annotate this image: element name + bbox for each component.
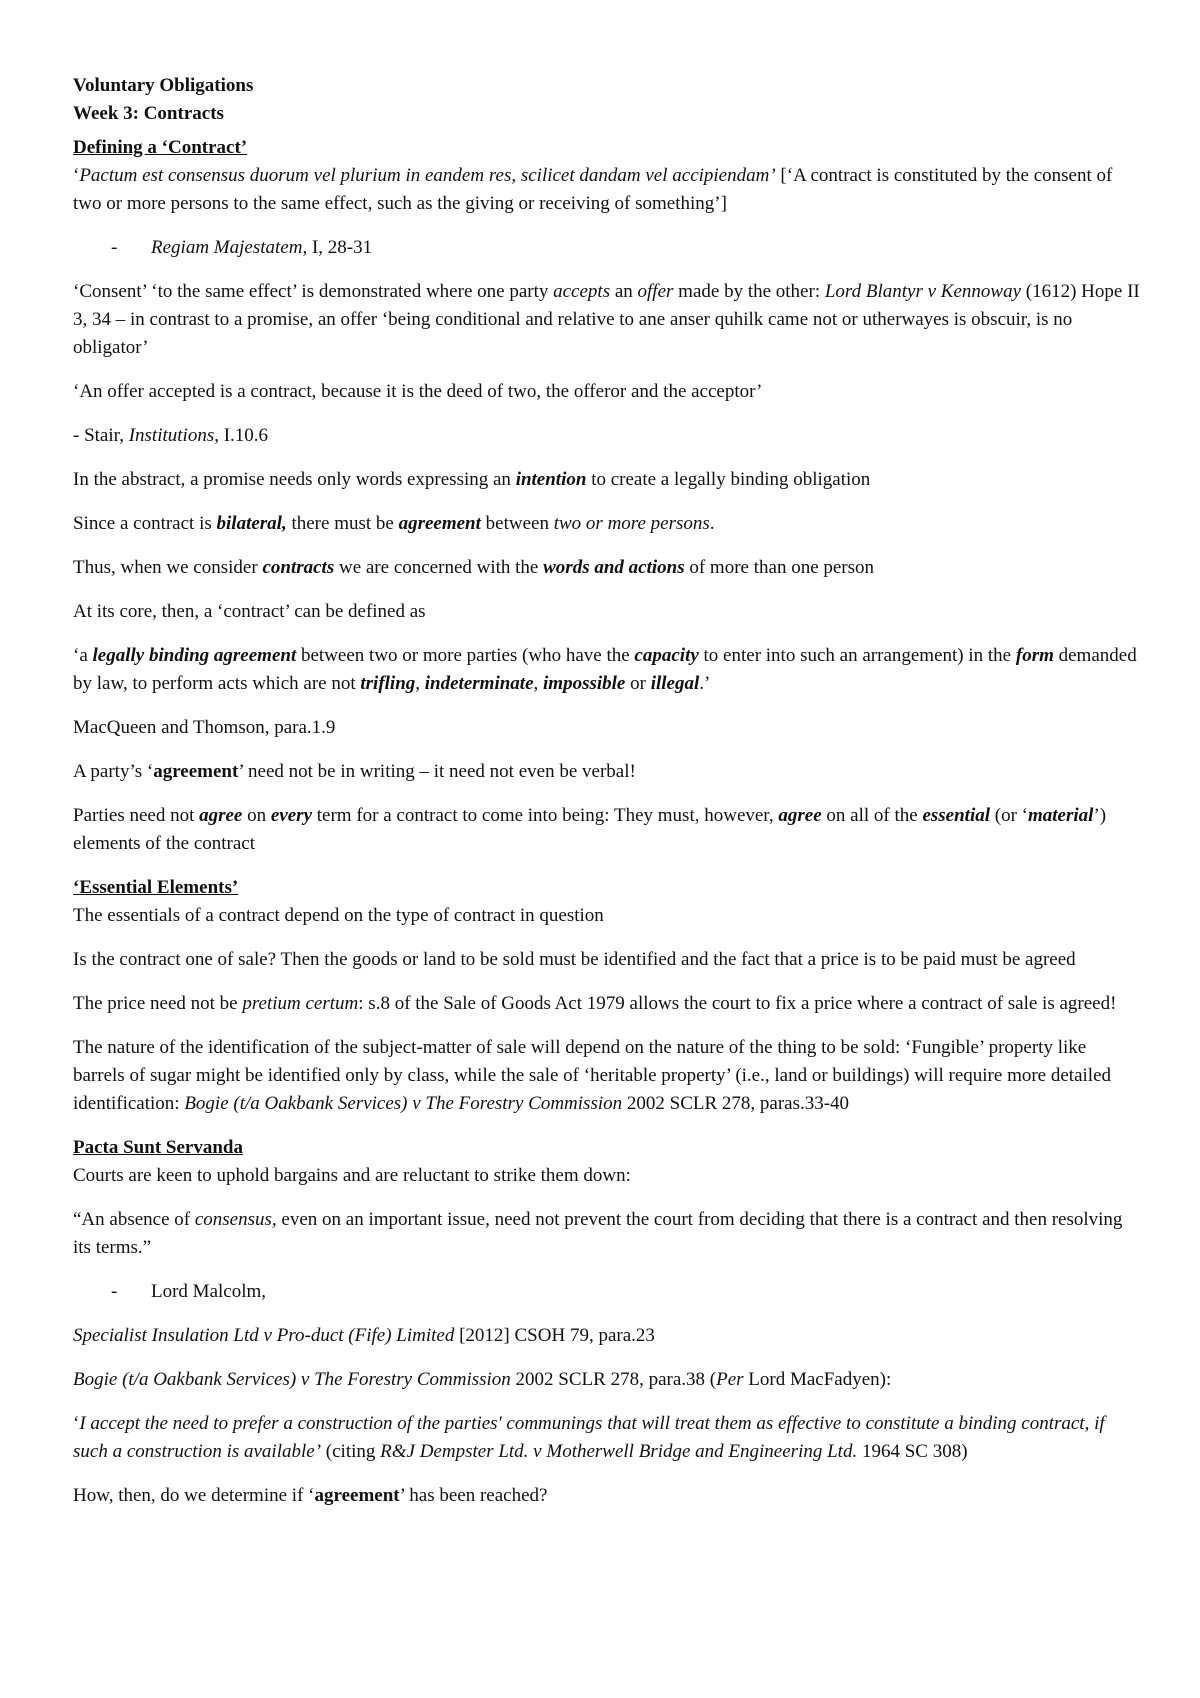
emphasis-offer: offer	[637, 281, 674, 302]
emphasis-illegal: illegal	[650, 673, 700, 694]
emphasis-persons: two or more persons	[553, 513, 710, 534]
text: Thus, when we consider	[73, 557, 263, 578]
case-name-bogie: Bogie (t/a Oakbank Services) v The Forestry Commission	[73, 1369, 511, 1390]
essential-intro: The essentials of a contract depend on the type of contract in question	[73, 905, 604, 926]
malcolm-attribution	[73, 1278, 1140, 1306]
text: Since a contract is	[73, 513, 217, 534]
emphasis-bilateral: bilateral,	[216, 513, 287, 534]
text: Parties need not	[73, 805, 200, 826]
text: between two or more parties (who have the	[296, 645, 635, 666]
emphasis-capacity: capacity	[634, 645, 699, 666]
text: A party’s ‘	[73, 761, 154, 782]
document-subtitle: Week 3: Contracts	[73, 103, 224, 124]
sale-paragraph: Is the contract one of sale? Then the goods or land to be sold must be identified and the fact that a price is to be paid must be agreed	[73, 949, 1076, 970]
emphasis-agree: agree	[199, 805, 243, 826]
stair-citation	[73, 422, 1140, 450]
emphasis-agreement: agreement	[314, 1485, 400, 1506]
emphasis-legally-binding: legally binding agreement	[92, 645, 297, 666]
text: .’	[699, 673, 711, 694]
text: on all of the	[821, 805, 923, 826]
text: (1612) Hope II 3, 34 – in contrast to a promise, an offer ‘being conditional and relative to ane anser quhilk came not or utherwayes is obscuir, is no obligator’	[73, 281, 1140, 358]
text: 1964 SC 308)	[857, 1441, 968, 1462]
text: or	[625, 673, 651, 694]
document-title: Voluntary Obligations	[73, 75, 254, 96]
quote-open: ‘	[73, 165, 80, 186]
dash-bullet: -	[111, 237, 118, 258]
text: ‘a	[73, 645, 93, 666]
text: on	[242, 805, 271, 826]
specialist-citation	[73, 1322, 1140, 1350]
final-question	[73, 1482, 1140, 1510]
emphasis-material: material	[1027, 805, 1094, 826]
core-paragraph: At its core, then, a ‘contract’ can be defined as	[73, 601, 426, 622]
text: of more than one person	[684, 557, 875, 578]
text: between	[480, 513, 554, 534]
emphasis-intention: intention	[515, 469, 587, 490]
latin-translation: [‘A contract is constituted by the consent of two or more persons to the same effect, such as the giving or receiving of something’]	[73, 165, 1113, 214]
regiam-citation	[73, 234, 1140, 262]
offer-quote-paragraph: ‘An offer accepted is a contract, because it is the deed of two, the offeror and the acceptor’	[73, 381, 763, 402]
text: ’ has been reached?	[399, 1485, 548, 1506]
text: (citing	[321, 1441, 381, 1462]
emphasis-contracts: contracts	[262, 557, 335, 578]
emphasis-agreement: agreement	[153, 761, 239, 782]
emphasis-words-actions: words and actions	[543, 557, 685, 578]
section-heading-defining: Defining a ‘Contract’	[73, 137, 248, 158]
accept-quote-paragraph	[73, 1410, 1140, 1466]
every-term-paragraph	[73, 802, 1140, 858]
text: “An absence of	[73, 1209, 195, 1230]
emphasis-accepts: accepts	[553, 281, 611, 302]
emphasis-per: Per	[716, 1369, 744, 1390]
emphasis-every: every	[270, 805, 313, 826]
text: [2012] CSOH 79, para.23	[454, 1325, 655, 1346]
consent-paragraph	[73, 278, 1140, 362]
thus-paragraph	[73, 554, 1140, 582]
section-heading-pacta: Pacta Sunt Servanda	[73, 1137, 243, 1158]
text: to create a legally binding obligation	[586, 469, 871, 490]
case-name-bogie: Bogie (t/a Oakbank Services) v The Forestry Commission	[184, 1093, 623, 1114]
section-heading-essential: ‘Essential Elements’	[73, 877, 239, 898]
text: ,	[533, 673, 544, 694]
emphasis-essential: essential	[922, 805, 990, 826]
bilateral-paragraph	[73, 510, 1140, 538]
price-paragraph	[73, 990, 1140, 1018]
text: term for a contract to come into being: They must, however,	[312, 805, 779, 826]
text: , I.10.6	[214, 425, 269, 446]
party-agreement-paragraph	[73, 758, 1140, 786]
text: How, then, do we determine if ‘	[73, 1485, 315, 1506]
text: ’ need not be in writing – it need not even be verbal!	[238, 761, 636, 782]
text: there must be	[286, 513, 399, 534]
text: In the abstract, a promise needs only words expressing an	[73, 469, 516, 490]
nature-paragraph	[73, 1034, 1140, 1118]
definition-paragraph	[73, 642, 1140, 698]
promise-paragraph	[73, 466, 1140, 494]
text: : s.8 of the Sale of Goods Act 1979 allows the court to fix a price where a contract of sale is agreed!	[358, 993, 1117, 1014]
dash-bullet: -	[111, 1281, 118, 1302]
text: (or ‘	[990, 805, 1028, 826]
macqueen-citation: MacQueen and Thomson, para.1.9	[73, 717, 336, 738]
text: .	[709, 513, 715, 534]
text: we are concerned with the	[334, 557, 544, 578]
text: ‘Consent’ ‘to the same effect’ is demonstrated where one party	[73, 281, 554, 302]
macfadyen-quote: I accept the need to prefer a construction of the parties' communings that will treat them as effective to constitute a binding contract, if such a construction is available’	[73, 1413, 1105, 1462]
text: ‘	[73, 1413, 80, 1434]
emphasis-agree: agree	[778, 805, 822, 826]
text: demanded by law, to perform acts which are not	[73, 645, 1137, 694]
pacta-intro: Courts are keen to uphold bargains and are reluctant to strike them down:	[73, 1165, 631, 1186]
emphasis-pretium-certum: pretium certum	[242, 993, 359, 1014]
regiam-title: Regiam Majestatem	[151, 237, 303, 258]
regiam-ref: , I, 28-31	[302, 237, 373, 258]
text: - Stair,	[73, 425, 129, 446]
text: even on an important issue, need not prevent the court from deciding that there is a contract and then resolving its terms.”	[73, 1209, 1123, 1258]
stair-title: Institutions	[128, 425, 215, 446]
emphasis-form: form	[1015, 645, 1054, 666]
emphasis-agreement: agreement	[398, 513, 481, 534]
emphasis-consensus: consensus,	[194, 1209, 277, 1230]
latin-definition-paragraph	[73, 162, 1140, 218]
latin-quote: Pactum est consensus duorum vel plurium in eandem res, scilicet dandam vel accipiendam’	[79, 165, 776, 186]
text: to enter into such an arrangement) in the	[698, 645, 1016, 666]
text: ,	[415, 673, 425, 694]
malcolm-quote	[73, 1206, 1140, 1262]
text: ’) elements of the contract	[73, 805, 1107, 854]
text: The nature of the identification of the subject-matter of sale will depend on the nature of the thing to be sold: ‘Fungible’ property like barrels of sugar might be identified only by class, while the sale of ‘heritable property’ (i.e., land or buildings) will require more detailed identification:	[73, 1037, 1111, 1114]
case-name-dempster: R&J Dempster Ltd. v Motherwell Bridge and Engineering Ltd.	[380, 1441, 858, 1462]
text: Lord MacFadyen):	[743, 1369, 892, 1390]
case-name-specialist: Specialist Insulation Ltd v Pro-duct (Fife) Limited	[73, 1325, 455, 1346]
text: 2002 SCLR 278, paras.33-40	[622, 1093, 850, 1114]
case-name-blantyr: Lord Blantyr v Kennoway	[824, 281, 1022, 302]
text: an	[610, 281, 638, 302]
malcolm-name: Lord Malcolm,	[151, 1281, 267, 1302]
emphasis-indeterminate: indeterminate	[424, 673, 534, 694]
emphasis-trifling: trifling	[360, 673, 416, 694]
text: made by the other:	[673, 281, 825, 302]
text: 2002 SCLR 278, para.38 (	[510, 1369, 717, 1390]
emphasis-impossible: impossible	[543, 673, 626, 694]
text: The price need not be	[73, 993, 243, 1014]
bogie-citation	[73, 1366, 1140, 1394]
